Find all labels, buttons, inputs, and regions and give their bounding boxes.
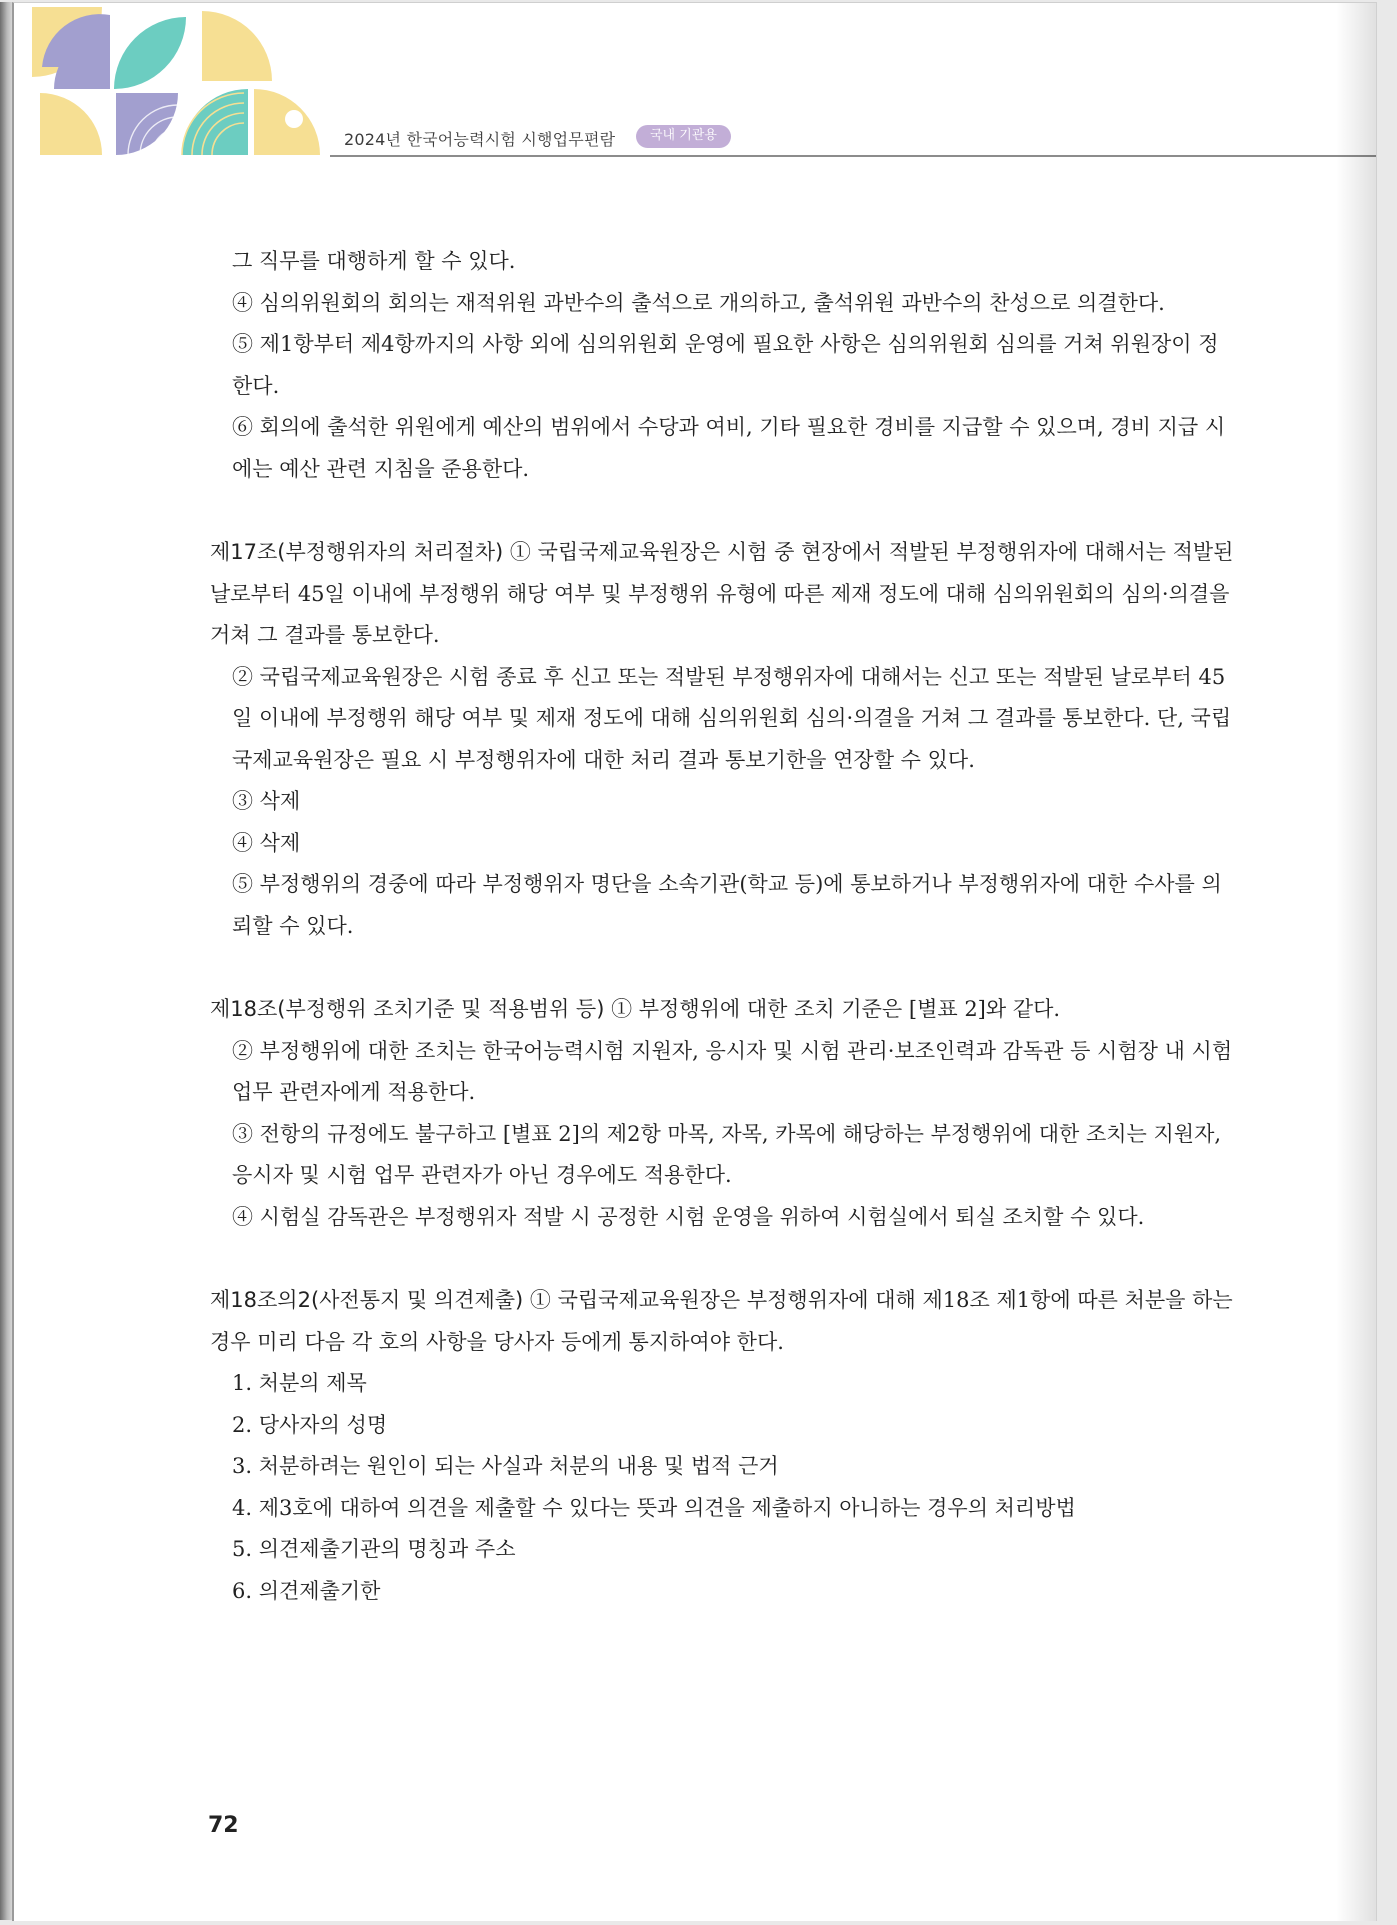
article-17-item: ③ 삭제 <box>232 789 301 813</box>
header-divider <box>330 155 1376 157</box>
spacer <box>210 1238 1234 1280</box>
document-body <box>210 241 1234 1612</box>
article-17 <box>210 532 1234 657</box>
header-badge: 국내 기관용 <box>636 125 731 148</box>
article-18-2 <box>210 1280 1234 1363</box>
clause-4: ④ 심의위원회의 회의는 재적위원 과반수의 출석으로 개의하고, 출석위원 과반수의 찬성으로 의결한다. <box>232 290 1165 315</box>
book-binding-edge <box>0 2 12 1920</box>
article-18-item: ④ 시험실 감독관은 부정행위자 적발 시 공정한 시험 운영을 위하여 시험실에서 퇴실 조치할 수 있다. <box>232 1204 1145 1229</box>
continuation-line: 그 직무를 대행하게 할 수 있다. <box>232 249 516 273</box>
article-18-2-item: 6. 의견제출기한 <box>232 1578 381 1603</box>
article-18-title: 제18조(부정행위 조치기준 및 적용범위 등) <box>210 997 605 1021</box>
article-18-item: ② 부정행위에 대한 조치는 한국어능력시험 지원자, 응시자 및 시험 관리·보조인력과 감독관 등 시험장 내 시험 업무 관련자에게 적용한다. <box>232 1038 1233 1104</box>
page-number: 72 <box>208 1813 239 1838</box>
article-18-2-item: 1. 처분의 제목 <box>232 1371 367 1395</box>
document-page <box>12 2 1376 1921</box>
spacer <box>210 490 1234 532</box>
article-18-2-lead: ① 국립국제교육원장은 부정행위자에 대해 제18조 제1항에 따른 처분을 하는 경우 미리 다음 각 호의 사항을 당사자 등에게 통지하여야 한다. <box>210 1288 1233 1354</box>
article-18-2-item: 4. 제3호에 대하여 의견을 제출할 수 있다는 뜻과 의견을 제출하지 아니하는 경우의 처리방법 <box>232 1495 1076 1520</box>
article-17-lead: ① 국립국제교육원장은 시험 중 현장에서 적발된 부정행위자에 대해서는 적발된 날로부터 45일 이내에 부정행위 해당 여부 및 부정행위 유형에 따른 제재 정도에 대해 심의위원회의 심의·의결을 거쳐 그 결과를 통보한다. <box>210 540 1234 647</box>
header-title: 2024년 한국어능력시험 시행업무편람 <box>344 130 616 149</box>
clause-5: ⑤ 제1항부터 제4항까지의 사항 외에 심의위원회 운영에 필요한 사항은 심의위원회 심의를 거쳐 위원장이 정한다. <box>232 332 1219 398</box>
article-17-item: ② 국립국제교육원장은 시험 종료 후 신고 또는 적발된 부정행위자에 대해서는 신고 또는 적발된 날로부터 45일 이내에 부정행위 해당 여부 및 제재 정도에 대해 심의위원회 심의·의결을 거쳐 그 결과를 통보한다. 단, 국립국제교육원장은 필요 시 부정행위자에 대한 처리 결과 통보기한을 연장할 수 있다. <box>232 664 1232 772</box>
article-18-2-item: 5. 의견제출기관의 명칭과 주소 <box>232 1537 516 1561</box>
article-18-lead: ① 부정행위에 대한 조치 기준은 [별표 2]와 같다. <box>604 997 1061 1021</box>
article-18-2-item: 2. 당사자의 성명 <box>232 1412 388 1437</box>
article-17-item: ⑤ 부정행위의 경중에 따라 부정행위자 명단을 소속기관(학교 등)에 통보하거나 부정행위자에 대한 수사를 의뢰할 수 있다. <box>232 872 1222 938</box>
article-18-item: ③ 전항의 규정에도 불구하고 [별표 2]의 제2항 마목, 자목, 카목에 해당하는 부정행위에 대한 조치는 지원자, 응시자 및 시험 업무 관련자가 아닌 경우에도 적용한다. <box>232 1121 1222 1187</box>
article-18-2-title: 제18조의2(사전통지 및 의견제출) <box>210 1288 524 1312</box>
spacer <box>210 947 1234 989</box>
page-edge-shadow <box>1336 3 1376 1921</box>
article-18 <box>210 989 1234 1031</box>
header-decoration-graphic <box>32 7 332 155</box>
article-18-2-item: 3. 처분하려는 원인이 되는 사실과 처분의 내용 및 법적 근거 <box>232 1454 779 1478</box>
article-17-item: ④ 삭제 <box>232 830 301 855</box>
clause-6: ⑥ 회의에 출석한 위원에게 예산의 범위에서 수당과 여비, 기타 필요한 경비를 지급할 수 있으며, 경비 지급 시에는 예산 관련 지침을 준용한다. <box>232 415 1226 481</box>
article-17-title: 제17조(부정행위자의 처리절차) <box>210 540 504 564</box>
